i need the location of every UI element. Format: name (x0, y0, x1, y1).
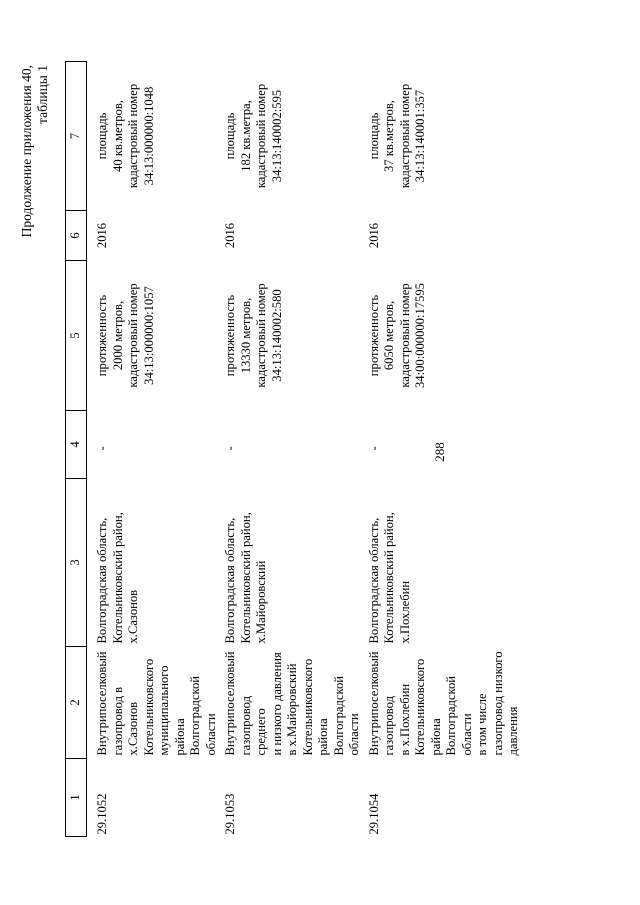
year: 2016 (366, 222, 381, 249)
property-table (65, 61, 524, 837)
year: 2016 (223, 222, 237, 249)
object-name: Внутрипоселковый газопровод среднего и низкого давления в х.Майоровский Котельниковского района Волгоградской области (223, 651, 361, 756)
caption-line-1: Продолжение приложения 40, (19, 65, 34, 238)
header-col-1: 1 (66, 759, 87, 837)
row-number: 29.1052 (95, 793, 109, 835)
area-cadastral: площадь 40 кв.метров, кадастровый номер 34:13:000000:1048 (95, 83, 156, 189)
header-col-7: 7 (66, 62, 87, 211)
col-4-value: - (223, 446, 237, 451)
object-name: Внутрипоселковый газопровод в х.Сазонов Котельниковского муниципального района Волгоградской области (95, 651, 218, 756)
length-cadastral: протяженность 2000 метров, кадастровый номер 34:13:000000:1057 (95, 283, 156, 388)
header-col-4: 4 (66, 411, 87, 479)
col-4-value: - (95, 446, 109, 451)
object-address: Волгоградская область, Котельниковский район, х.Похлебин (366, 512, 412, 644)
header-col-5: 5 (66, 261, 87, 411)
col-4-value: - (366, 446, 381, 451)
header-row (66, 62, 87, 837)
row-number: 29.1053 (223, 793, 237, 835)
table-row (221, 62, 365, 837)
object-address: Волгоградская область, Котельниковский район, х.Сазонов (95, 512, 140, 644)
header-col-6: 6 (66, 211, 87, 261)
page-number: 288 (432, 442, 447, 462)
object-address: Волгоградская область, Котельниковский район, х.Майоровский (223, 512, 268, 644)
object-name: Внутрипоселковый газопровод в х.Похлебин Котельниковского района Волгоградской области в том числе газопровод низкого давления (366, 651, 520, 756)
row-number: 29.1054 (366, 793, 381, 835)
table-row (365, 62, 524, 837)
header-col-2: 2 (66, 647, 87, 759)
header-col-3: 3 (66, 479, 87, 647)
caption-line-2: таблицы 1 (35, 65, 50, 124)
area-cadastral: площадь 182 кв.метра, кадастровый номер 34:13:140002:595 (223, 83, 284, 189)
rotated-page (15, 55, 615, 875)
area-cadastral: площадь 37 кв.метров, кадастровый номер 34:13:140001:357 (366, 83, 427, 189)
length-cadastral: протяженность 6050 метров, кадастровый номер 34:00:000000:17595 (366, 283, 427, 388)
appendix-caption (19, 65, 51, 875)
year: 2016 (95, 222, 109, 249)
length-cadastral: протяженность 13330 метров, кадастровый номер 34:13:140002:580 (223, 283, 284, 388)
table-row (87, 62, 222, 837)
